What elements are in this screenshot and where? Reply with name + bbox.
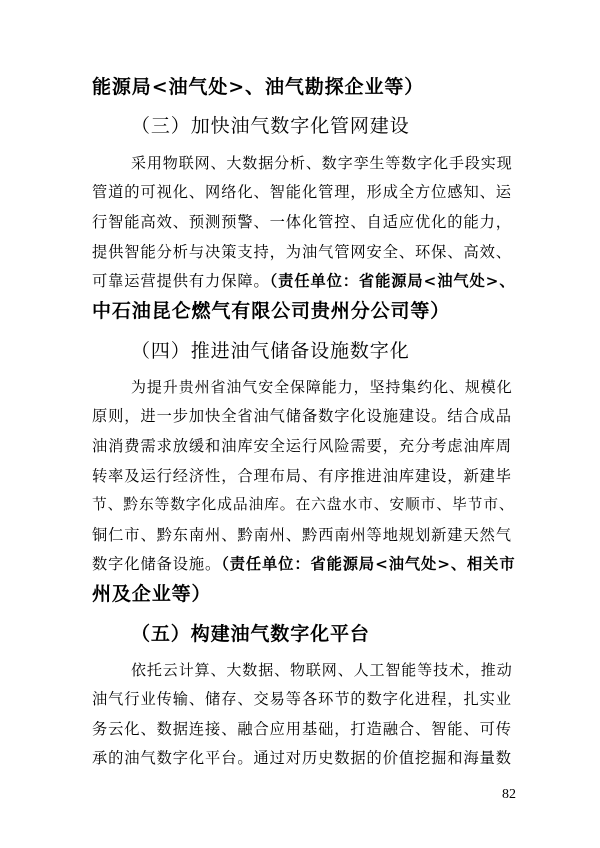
text-segment: 可靠运营提供有力保障。 [92,272,270,290]
text-line [131,374,513,400]
text-segment: 依托云计算、大数据、物联网、人工智能等技术，推动 [131,661,513,679]
text-segment: 管道的可视化、网络化、智能化管理，形成全方位感知、运 [92,183,512,201]
responsibility-note: （责任单位：省能源局<油气处>、 [269,272,516,290]
responsibility-note: （责任单位：省能源局<油气处>、相关市 [221,555,516,573]
text-segment: 铜仁市、黔东南州、黔南州、黔西南州等地规划新建天然气 [92,526,512,544]
text-segment: 能源局<油气处>、油气勘探企业等） [92,76,425,98]
text-segment: （五）构建油气数字化平台 [131,623,370,645]
section-heading-4 [131,338,410,364]
text-line [92,239,512,265]
text-segment: （四）推进油气储备设施数字化 [131,340,410,362]
text-segment: 油消费需求放缓和油库安全运行风险需要，充分考虑油库周 [92,437,512,455]
text-line [92,209,512,235]
text-line [131,657,513,683]
text-line [92,716,512,742]
text-segment: 数字化储备设施。 [92,555,222,573]
text-segment: 务云化、数据连接、融合应用基础，打造融合、智能、可传 [92,720,512,738]
text-segment: 提供智能分析与决策支持，为油气管网安全、环保、高效、 [92,243,512,261]
text-line [92,463,512,489]
text-line [92,403,512,429]
text-segment: 转率及运行经济性，合理布局、有序推进油库建设，新建毕 [92,467,512,485]
text-segment: 为提升贵州省油气安全保障能力，坚持集约化、规模化 [131,378,513,396]
text-line [92,551,515,577]
text-segment: （三）加快油气数字化管网建设 [131,115,410,137]
text-line [131,150,513,176]
text-line [92,74,424,100]
page-number: 82 [502,787,516,802]
text-line [92,581,211,607]
text-segment: 州及企业等） [92,583,212,605]
text-segment: 油气行业传输、储存、交易等各环节的数字化进程，扎实业 [92,690,512,708]
text-segment: 承的油气数字化平台。通过对历史数据的价值挖掘和海量数 [92,749,512,767]
text-segment: 中石油昆仑燃气有限公司贵州分公司等） [92,300,451,322]
text-segment: 原则，进一步加快全省油气储备数字化设施建设。结合成品 [92,407,512,425]
text-line [92,492,515,518]
text-line [92,686,512,712]
text-segment: 节、黔东等数字化成品油库。在六盘水市、安顺市、毕节市、 [92,496,515,513]
section-heading-3 [131,113,410,139]
text-line [92,179,512,205]
text-line [92,298,450,324]
section-heading-5 [131,621,370,647]
text-line [92,433,512,459]
text-line [92,268,516,294]
text-line [92,522,512,548]
text-segment: 采用物联网、大数据分析、数字孪生等数字化手段实现 [131,154,513,172]
text-segment: 行智能高效、预测预警、一体化管控、自适应优化的能力， [92,213,512,231]
text-line [92,745,512,771]
